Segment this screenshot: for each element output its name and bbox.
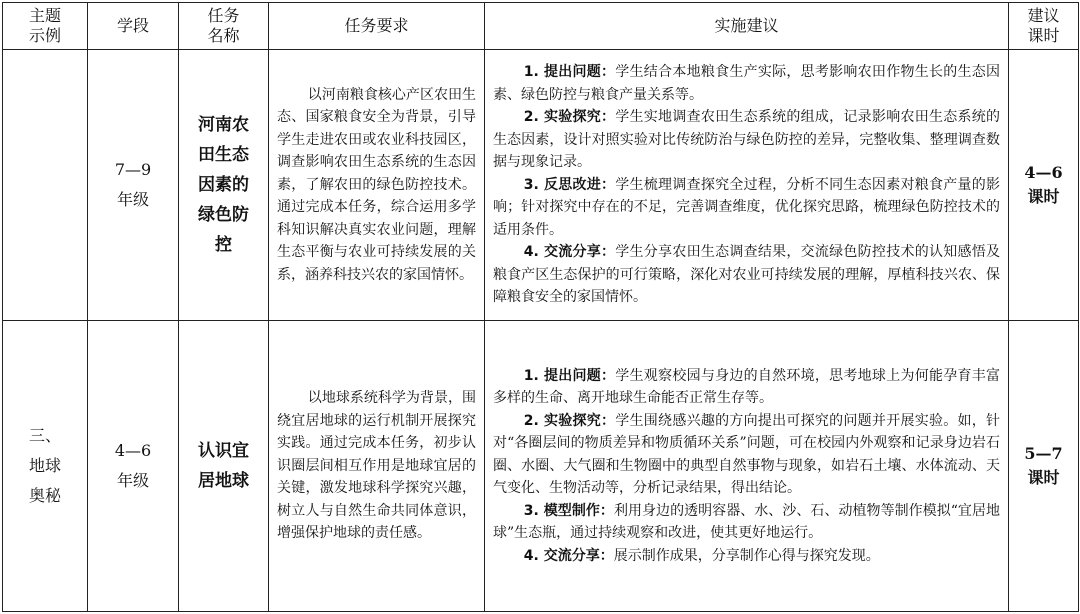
step-label: 2. 实验探究：	[523, 109, 616, 126]
task-name-cell	[179, 321, 269, 612]
suggestion-step	[493, 174, 1000, 242]
header-requirements: 任务要求	[269, 3, 485, 50]
suggestion-step	[493, 410, 1000, 500]
header-hours-line1: 建议	[1027, 6, 1060, 25]
header-hours-line2: 课时	[1027, 26, 1060, 45]
stage-line: 4—6	[114, 441, 152, 460]
stage-line: 年级	[116, 471, 149, 490]
step-text: 学生观察校园与身边的自然环境，思考地球上为何能孕育丰富多样的生命、离开地球生命能否正常生存等。	[493, 367, 1000, 407]
theme-cell	[3, 50, 88, 321]
header-task-name-line1: 任务	[207, 6, 240, 25]
hours-cell	[1009, 50, 1079, 321]
step-text: 学生围绕感兴趣的方向提出可探究的问题并开展实验。如，针对“各圈层间的物质差异和物质循环关系”问题，可在校园内外观察和记录身边岩石圈、水圈、大气圈和生物圈中的典型自然事物与现象，如岩石土壤、水体流动、天气变化、生物活动等，分析记录结果，得出结论。	[493, 412, 1000, 497]
requirements-text: 以河南粮食核心产区农田生态、国家粮食安全为背景，引导学生走进农田或农业科技园区，调查影响农田生态系统的生态因素，了解农田的绿色防控技术。通过完成本任务，综合运用多学科知识解决真实农业问题，理解生态平衡与农业可持续发展的关系，涵养科技兴农的家国情怀。	[277, 86, 476, 283]
suggestion-step	[493, 545, 1000, 568]
theme-line: 奥秘	[28, 486, 61, 505]
step-label: 2. 实验探究：	[523, 412, 616, 429]
suggestions-cell	[485, 50, 1009, 321]
task-name-line: 因素的	[198, 175, 249, 195]
task-name-line: 居地球	[198, 471, 249, 491]
step-text: 展示制作成果，分享制作心得与探究发现。	[613, 547, 880, 564]
theme-line: 地球	[28, 456, 61, 475]
step-label: 4. 交流分享：	[523, 244, 616, 261]
step-label: 3. 模型制作：	[523, 502, 614, 519]
header-row	[3, 3, 1079, 50]
task-name-line: 控	[215, 235, 232, 255]
requirements-cell	[269, 50, 485, 321]
suggestion-step	[493, 241, 1000, 309]
task-name-line: 田生态	[198, 145, 249, 165]
header-stage: 学段	[88, 3, 179, 50]
stage-cell	[88, 50, 179, 321]
header-theme-line2: 示例	[28, 26, 61, 45]
step-text: 学生梳理调查探究全过程，分析不同生态因素对粮食产量的影响；针对探究中存在的不足，完善调查维度，优化探究思路，梳理绿色防控技术的适用条件。	[493, 176, 1000, 238]
task-name-line: 绿色防	[198, 205, 249, 225]
theme-cell	[3, 321, 88, 612]
header-theme-line1: 主题	[28, 6, 61, 25]
task-name-line: 认识宜	[198, 441, 249, 461]
hours-unit: 课时	[1027, 187, 1060, 206]
step-label: 1. 提出问题：	[523, 64, 616, 81]
suggestion-step	[493, 365, 1000, 410]
header-task-name	[179, 3, 269, 50]
requirements-cell	[269, 321, 485, 612]
requirements-text: 以地球系统科学为背景，围绕宜居地球的运行机制开展探究实践。通过完成本任务，初步认识圈层间相互作用是地球宜居的关键，激发地球科学探究兴趣，树立人与自然生命共同体意识，增强保护地球的责任感。	[277, 390, 476, 542]
suggestions-list	[485, 365, 1008, 568]
hours-unit: 课时	[1027, 468, 1060, 487]
task-name-cell	[179, 50, 269, 321]
stage-line: 7—9	[114, 160, 152, 179]
task-name-line: 河南农	[198, 115, 249, 135]
step-label: 1. 提出问题：	[523, 367, 616, 384]
hours-value: 4—6	[1024, 163, 1063, 182]
step-text: 学生实地调查农田生态系统的组成，记录影响农田生态系统的生态因素，设计对照实验对比传统防治与绿色防控的差异，完整收集、整理调查数据与现象记录。	[493, 109, 1000, 171]
suggestion-step	[493, 106, 1000, 174]
step-label: 4. 交流分享：	[523, 547, 614, 564]
table-row	[3, 321, 1079, 612]
suggestions-cell	[485, 321, 1009, 612]
header-task-name-line2: 名称	[207, 26, 240, 45]
step-text: 学生分享农田生态调查结果，交流绿色防控技术的认知感悟及粮食产区生态保护的可行策略，深化对农业可持续发展的理解，厚植科技兴农、保障粮食安全的家国情怀。	[493, 244, 1000, 306]
header-suggestions: 实施建议	[485, 3, 1009, 50]
step-text: 学生结合本地粮食生产实际，思考影响农田作物生长的生态因素、绿色防控与粮食产量关系等。	[493, 64, 1000, 103]
hours-value: 5—7	[1024, 444, 1063, 463]
suggestion-step	[493, 61, 1000, 106]
step-text: 利用身边的透明容器、水、沙、石、动植物等制作模拟“宜居地球”生态瓶，通过持续观察和改进，使其更好地运行。	[493, 502, 1001, 542]
stage-line: 年级	[116, 190, 149, 209]
hours-cell	[1009, 321, 1079, 612]
table-row	[3, 50, 1079, 321]
suggestion-step	[493, 500, 1000, 545]
curriculum-table-container	[2, 2, 1078, 612]
task-table	[2, 2, 1079, 612]
suggestions-list	[485, 61, 1008, 309]
step-label: 3. 反思改进：	[523, 176, 616, 193]
theme-line: 三、	[28, 426, 61, 445]
header-theme	[3, 3, 88, 50]
header-hours	[1009, 3, 1079, 50]
stage-cell	[88, 321, 179, 612]
